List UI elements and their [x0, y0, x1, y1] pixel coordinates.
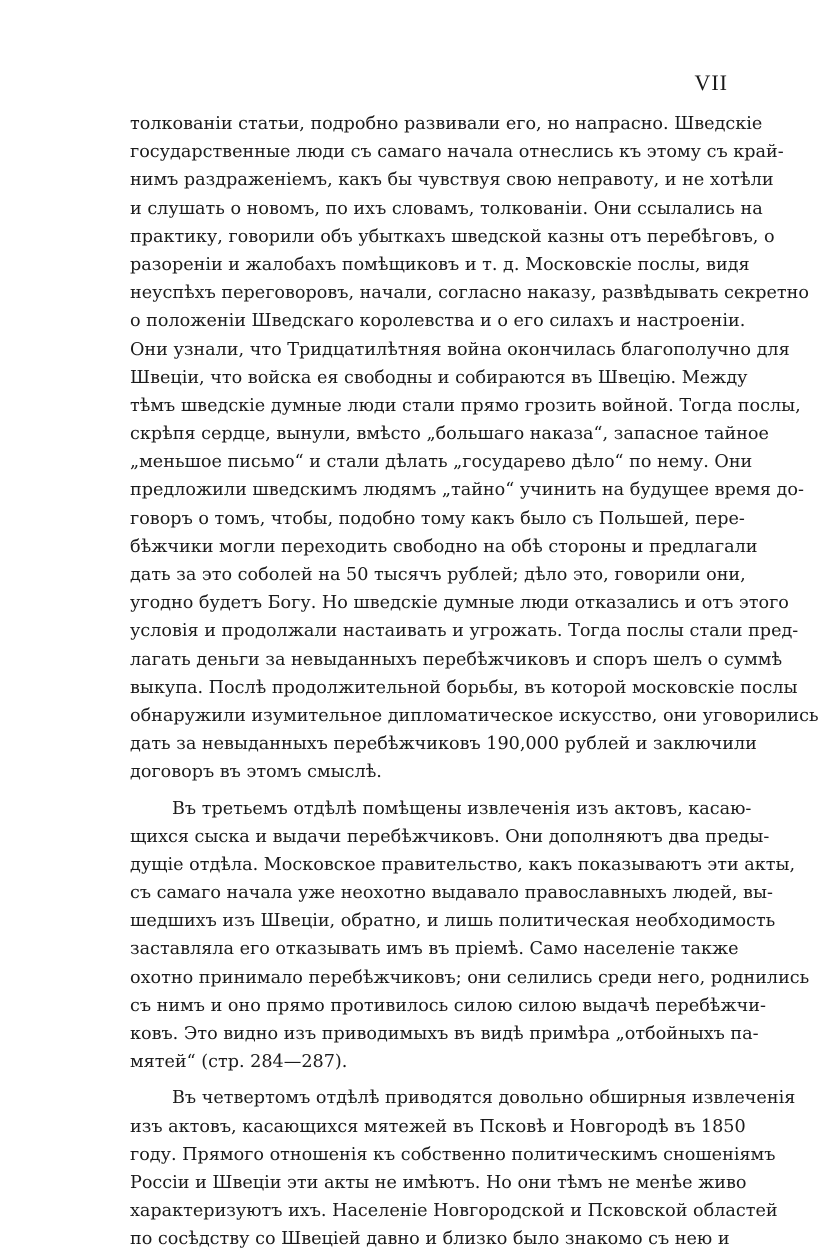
page-number: VII — [694, 70, 728, 95]
text-line: „меньшое письмо“ и стали дѣлать „государево дѣло“ по нему. Они — [130, 452, 753, 473]
paragraph-gap — [130, 1076, 712, 1084]
text-line: договоръ въ этомъ смыслѣ. — [130, 762, 382, 783]
text-line: разореніи и жалобахъ помѣщиковъ и т. д. Московскіе послы, видя — [130, 254, 750, 275]
text-line: скрѣпя сердце, вынули, вмѣсто „большаго наказа“, запасное тайное — [130, 424, 769, 445]
text-line: государственные люди съ самаго начала отнеслись къ этому съ край- — [130, 142, 784, 163]
text-line: практику, говорили объ убыткахъ шведской казны отъ перебѣговъ, о — [130, 226, 775, 247]
text-line: шедшихъ изъ Швеціи, обратно, и лишь политическая необходимость — [130, 911, 776, 932]
text-line: нимъ раздраженіемъ, какъ бы чувствуя свою неправоту, и не хотѣли — [130, 170, 774, 191]
paragraph-2 — [130, 795, 810, 1077]
text-line: условія и продолжали настаивать и угрожать. Тогда послы стали пред- — [130, 621, 799, 642]
text-line: Они узнали, что Тридцатилѣтняя война окончилась благополучно для — [130, 339, 790, 360]
paragraph-1 — [130, 110, 819, 787]
text-line: угодно будетъ Богу. Но шведскіе думные люди отказались и отъ этого — [130, 593, 789, 614]
text-line: дущіе отдѣла. Московское правительство, какъ показываютъ эти акты, — [130, 854, 796, 875]
text-body — [130, 110, 819, 1254]
text-line: тѣмъ шведскіе думные люди стали прямо грозить войной. Тогда послы, — [130, 395, 801, 416]
text-line: Въ четвертомъ отдѣлѣ приводятся довольно обширныя извлеченія — [172, 1088, 796, 1109]
text-line: выкупа. Послѣ продолжительной борьбы, въ которой московскіе послы — [130, 677, 798, 698]
text-line: о положеніи Шведскаго королевства и о его силахъ и настроеніи. — [130, 311, 746, 332]
text-line: неуспѣхъ переговоровъ, начали, согласно наказу, развѣдывать секретно — [130, 283, 809, 304]
text-line: лагать деньги за невыданныхъ перебѣжчиковъ и споръ шелъ о суммѣ — [130, 649, 783, 670]
text-line: толкованіи статьи, подробно развивали его, но напрасно. Шведскіе — [130, 114, 763, 134]
text-line: съ нимъ и оно прямо противилось силою силою выдачѣ перебѣжчи- — [130, 995, 766, 1016]
paragraph-3 — [130, 1084, 796, 1253]
text-line: и слушать о новомъ, по ихъ словамъ, толкованіи. Они ссылались на — [130, 198, 763, 219]
text-line: говоръ о томъ, чтобы, подобно тому какъ было съ Польшей, пере- — [130, 508, 745, 529]
text-line: Россіи и Швеціи эти акты не имѣютъ. Но они тѣмъ не менѣе живо — [130, 1172, 747, 1193]
paragraph-gap — [130, 787, 712, 795]
text-line: заставляла его отказывать имъ въ пріемѣ. Само населеніе также — [130, 939, 739, 960]
text-line: году. Прямого отношенія къ собственно политическимъ сношеніямъ — [130, 1144, 776, 1165]
text-line: мятей“ (стр. 284—287). — [130, 1052, 348, 1073]
text-line: изъ актовъ, касающихся мятежей въ Псковѣ и Новгородѣ въ 1850 — [130, 1116, 746, 1137]
text-line: Въ третьемъ отдѣлѣ помѣщены извлеченія изъ актовъ, касаю- — [172, 798, 752, 819]
text-line: обнаружили изумительное дипломатическое искусство, они уговорились — [130, 705, 819, 726]
text-line: съ самаго начала уже неохотно выдавало православныхъ людей, вы- — [130, 883, 773, 904]
text-line: характеризуютъ ихъ. Населеніе Новгородской и Псковской областей — [130, 1201, 778, 1222]
text-line: дать за это соболей на 50 тысячъ рублей; дѣло это, говорили они, — [130, 565, 746, 585]
text-line: ковъ. Это видно изъ приводимыхъ въ видѣ примѣра „отбойныхъ па- — [130, 1024, 759, 1044]
text-line: дать за невыданныхъ перебѣжчиковъ 190,000 рублей и заключили — [130, 734, 757, 755]
text-line: охотно принимало перебѣжчиковъ; они селились среди него, роднились — [130, 967, 810, 988]
text-line: по сосѣдству со Швеціей давно и близко было знакомо съ нею и — [130, 1229, 730, 1250]
text-line: Швеціи, что войска ея свободны и собираются въ Швецію. Между — [130, 367, 748, 388]
text-line: предложили шведскимъ людямъ „тайно“ учинить на будущее время до- — [130, 480, 804, 501]
text-line: бѣжчики могли переходить свободно на обѣ стороны и предлагали — [130, 536, 758, 557]
text-line: щихся сыска и выдачи перебѣжчиковъ. Они дополняютъ два преды- — [130, 826, 770, 847]
